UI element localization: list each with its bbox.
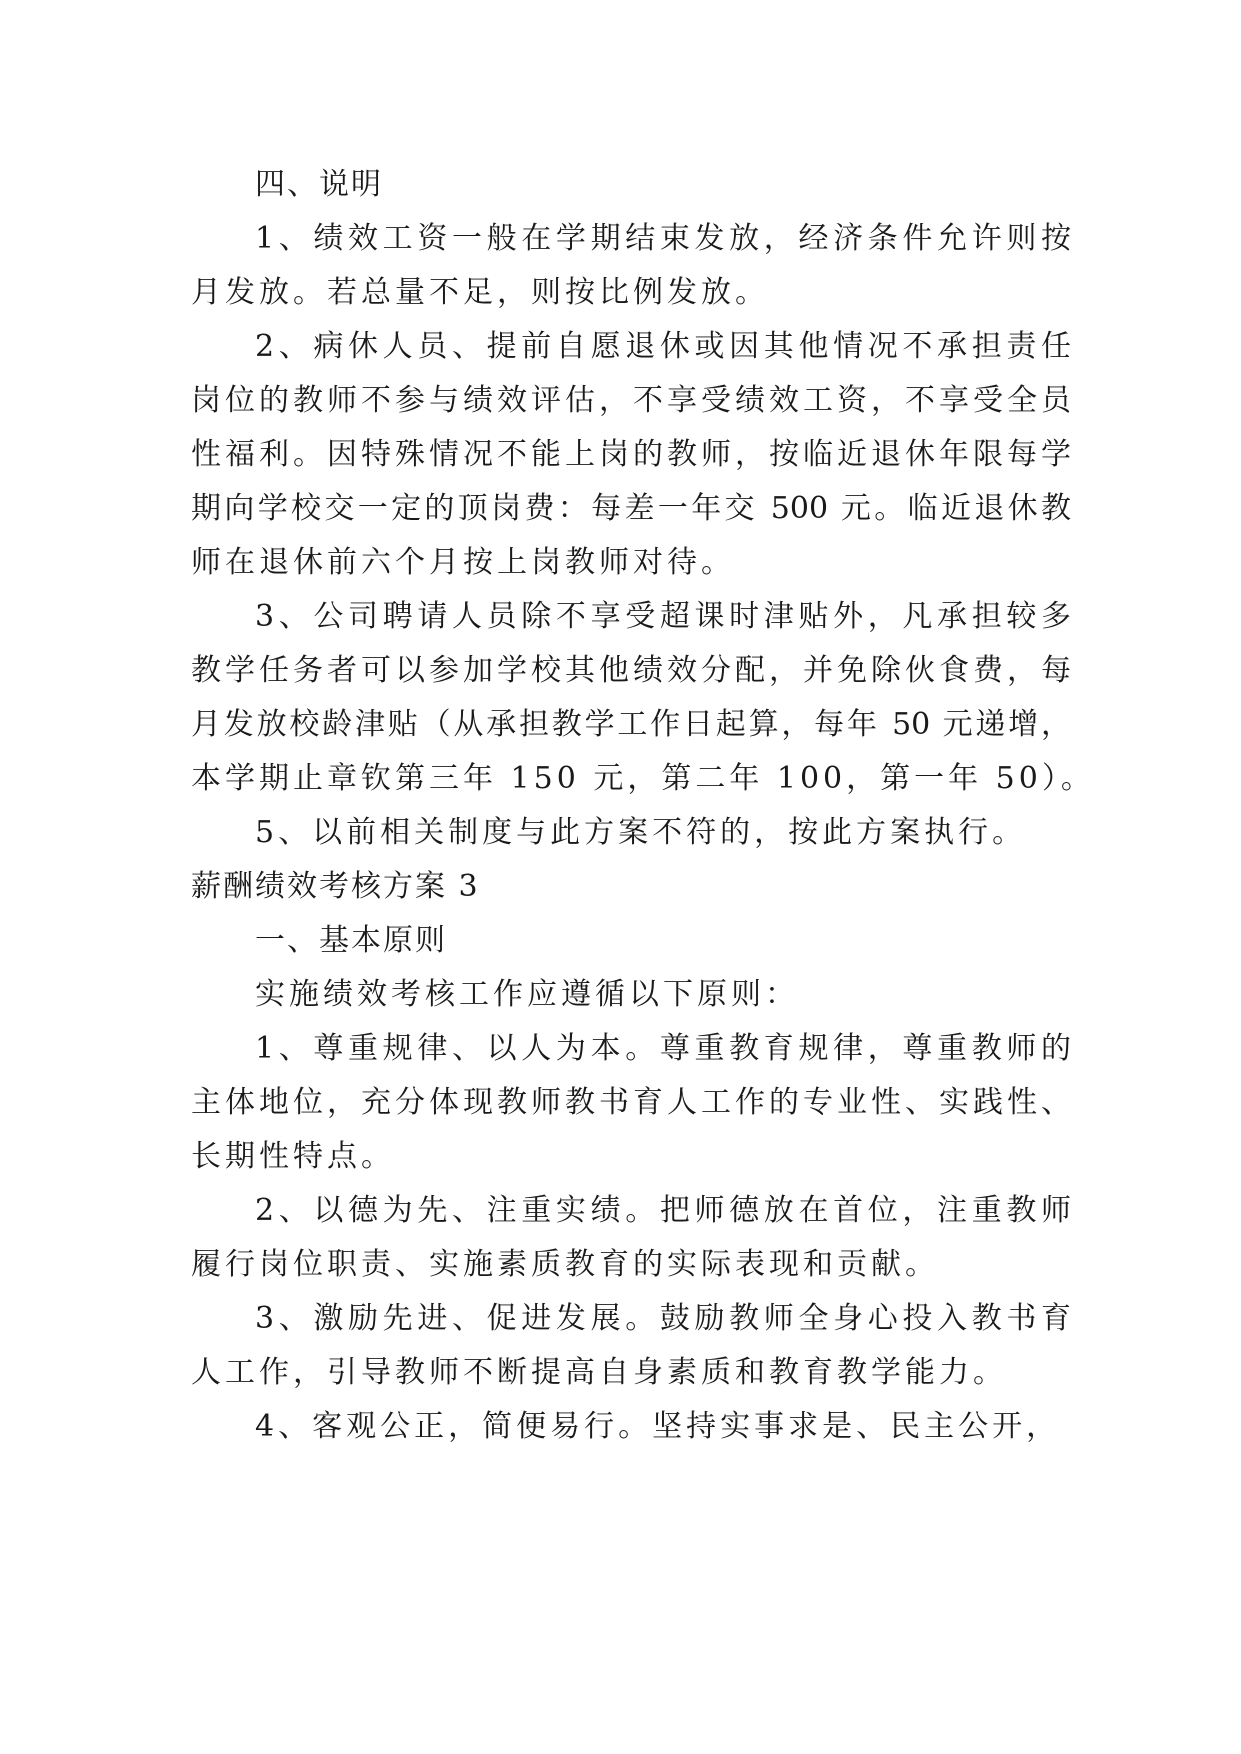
text-line: 本学期止章钦第三年 150 元，第二年 100，第一年 50）。 [191, 761, 1095, 796]
text-line: 长期性特点。 [191, 1139, 395, 1174]
text-line: 3、激励先进、促进发展。鼓励教师全身心投入教书育 [255, 1301, 1071, 1336]
text-line: 3、公司聘请人员除不享受超课时津贴外，凡承担较多 [255, 599, 1071, 634]
text-line: 主体地位，充分体现教师教书育人工作的专业性、实践性、 [191, 1085, 1071, 1120]
section-heading-principles: 一、基本原则 [255, 923, 447, 958]
plan-title: 薪酬绩效考核方案 3 [191, 869, 480, 904]
principles-intro: 实施绩效考核工作应遵循以下原则： [255, 977, 799, 1012]
text-line: 岗位的教师不参与绩效评估，不享受绩效工资，不享受全员 [191, 383, 1071, 418]
paragraph-item-5: 5、以前相关制度与此方案不符的，按此方案执行。 [255, 815, 1027, 850]
text-line: 2、病休人员、提前自愿退休或因其他情况不承担责任 [255, 329, 1071, 364]
principle-item-2 [191, 1184, 1071, 1292]
text-line: 师在退休前六个月按上岗教师对待。 [191, 545, 735, 580]
section-heading-explanation: 四、说明 [255, 167, 383, 202]
paragraph-item-3 [191, 590, 1095, 806]
principle-item-4 [191, 1400, 1071, 1454]
paragraph-item-1 [191, 212, 1071, 320]
text-line: 期向学校交一定的顶岗费：每差一年交 500 元。临近退休教 [191, 491, 1071, 526]
text-line: 1、绩效工资一般在学期结束发放，经济条件允许则按 [255, 221, 1071, 256]
text-line: 性福利。因特殊情况不能上岗的教师，按临近退休年限每学 [191, 437, 1071, 472]
paragraph-item-2 [191, 320, 1071, 590]
principle-item-1 [191, 1022, 1071, 1184]
text-line: 人工作，引导教师不断提高自身素质和教育教学能力。 [191, 1355, 1007, 1390]
document-body [191, 158, 1095, 1454]
text-line: 4、客观公正，简便易行。坚持实事求是、民主公开， [255, 1409, 1061, 1444]
text-line: 教学任务者可以参加学校其他绩效分配，并免除伙食费，每 [191, 653, 1071, 688]
text-line: 月发放。若总量不足，则按比例发放。 [191, 275, 769, 310]
text-line: 月发放校龄津贴（从承担教学工作日起算，每年 50 元递增， [191, 707, 1071, 742]
text-line: 1、尊重规律、以人为本。尊重教育规律，尊重教师的 [255, 1031, 1071, 1066]
text-line: 履行岗位职责、实施素质教育的实际表现和贡献。 [191, 1247, 939, 1282]
principle-item-3 [191, 1292, 1071, 1400]
text-line: 2、以德为先、注重实绩。把师德放在首位，注重教师 [255, 1193, 1071, 1228]
